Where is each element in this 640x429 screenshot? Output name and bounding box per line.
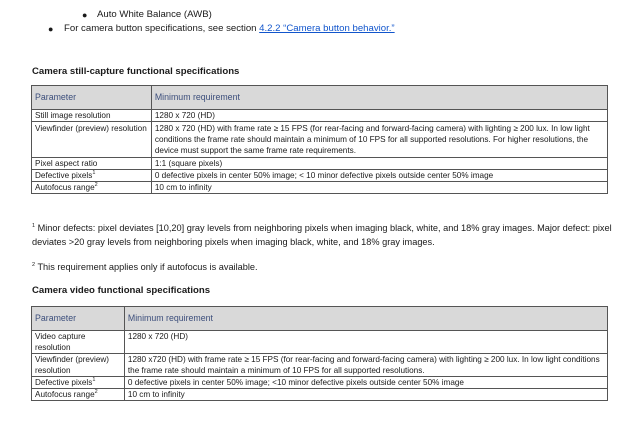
value-cell: 0 defective pixels in center 50% image; < 10 minor defective pixels outside center 50% image: [151, 170, 607, 182]
value-cell: 10 cm to infinity: [124, 389, 607, 401]
table-header-row: [32, 86, 608, 110]
param-cell: Autofocus range$^2$: [32, 389, 125, 401]
table-row: [32, 182, 608, 194]
footnote-marker: 2: [94, 182, 98, 188]
param-cell: Pixel aspect ratio: [32, 158, 152, 170]
value-cell: 0 defective pixels in center 50% image; <10 minor defective pixels outside center 50% image: [124, 377, 607, 389]
video-table: [31, 306, 608, 401]
table-row: [32, 122, 608, 158]
table-row: [32, 170, 608, 182]
value-cell: 1280 x720 (HD) with frame rate ≥ 15 FPS (for rear-facing and forward-facing camera) with lighting ≥ 200 lux. In low light conditions the frame rate should maintain a minimum of 10 FPS for all supported resolutions.: [124, 354, 607, 377]
param-cell: Defective pixels$^1$: [32, 170, 152, 182]
column-header-parameter: Parameter: [32, 307, 125, 331]
table-row: [32, 331, 608, 354]
value-cell: 1:1 (square pixels): [151, 158, 607, 170]
bullet-dot-icon: ●: [48, 24, 54, 34]
footnote-marker: 2: [94, 389, 98, 395]
table-row: [32, 158, 608, 170]
footnote-2: $^2$ This requirement applies only if autofocus is available.: [32, 262, 258, 272]
table-header-row: [32, 307, 608, 331]
param-cell: Viewfinder (preview) resolution: [32, 354, 125, 377]
table-row: [32, 110, 608, 122]
value-cell: 1280 x 720 (HD) with frame rate ≥ 15 FPS (for rear-facing and forward-facing camera) with lighting ≥ 200 lux. In low light conditions the frame rate should maintain a minimum of 10 FPS for all supported resolutions. For higher resolutions, the device must support the same frame rate requirements.: [151, 122, 607, 158]
param-cell: Viewfinder (preview) resolution: [32, 122, 152, 158]
value-cell: 10 cm to infinity: [151, 182, 607, 194]
param-cell: Video capture resolution: [32, 331, 125, 354]
video-heading: Camera video functional specifications: [32, 285, 211, 296]
table-row: [32, 389, 608, 401]
footnote-marker: 1: [32, 223, 36, 229]
still-capture-heading: Camera still-capture functional specifications: [32, 66, 240, 77]
button-spec-text: For camera button specifications, see section: [64, 23, 260, 34]
column-header-minimum-requirement: Minimum requirement: [124, 307, 607, 331]
param-cell: Still image resolution: [32, 110, 152, 122]
footnote-1: $^1$ Minor defects: pixel deviates [10,20] gray levels from neighboring pixels when imaging black, white, and 18% gray images. Major defect: pixel deviates >20 gray levels from neighboring pixels when imaging black, white, and 18% gray images.: [32, 223, 612, 247]
param-cell: Defective pixels$^1$: [32, 377, 125, 389]
footnote-marker: 2: [32, 262, 36, 268]
table-row: [32, 377, 608, 389]
camera-button-behavior-link[interactable]: 4.2.2 “Camera button behavior.”: [259, 23, 395, 34]
table-row: [32, 354, 608, 377]
column-header-minimum-requirement: Minimum requirement: [151, 86, 607, 110]
bullet-open-circle-icon: ●: [82, 10, 88, 20]
value-cell: 1280 x 720 (HD): [151, 110, 607, 122]
footnote-marker: 1: [92, 170, 96, 176]
value-cell: 1280 x 720 (HD): [124, 331, 607, 354]
param-cell: Autofocus range$^2$: [32, 182, 152, 194]
column-header-parameter: Parameter: [32, 86, 152, 110]
bullet-text-awb: Auto White Balance (AWB): [97, 9, 212, 20]
still-capture-table: [31, 85, 608, 194]
footnote-marker: 1: [92, 377, 96, 383]
